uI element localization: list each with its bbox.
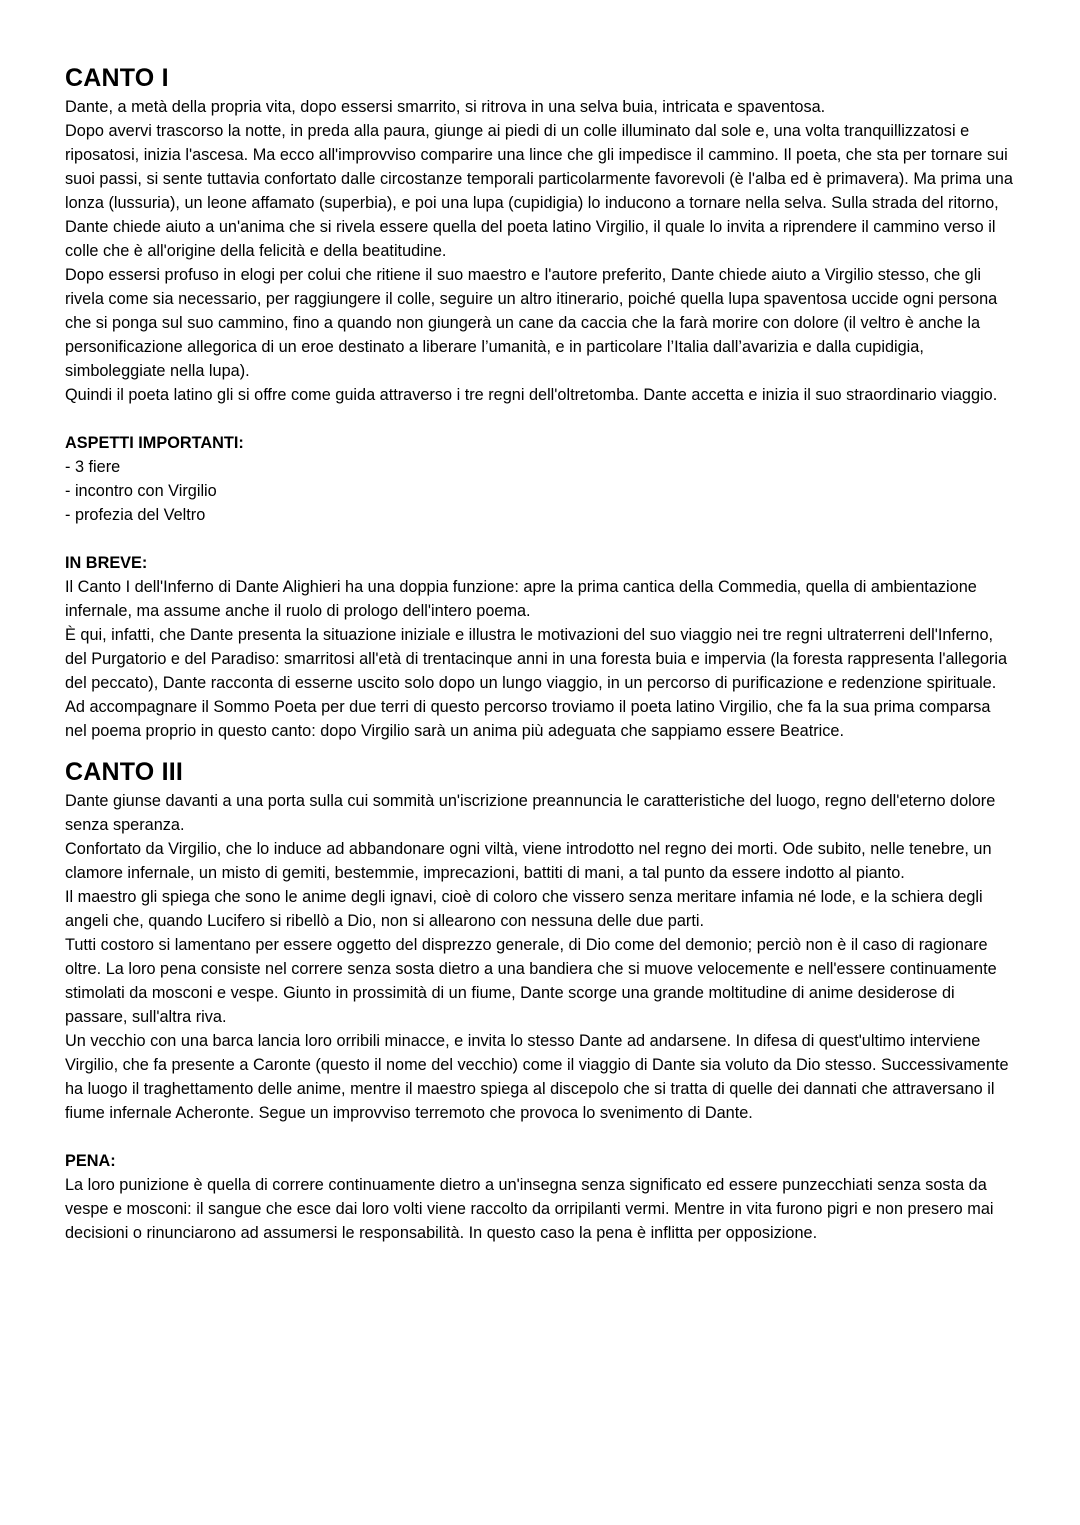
canto-3-paragraph: Confortato da Virgilio, che lo induce ad abbandonare ogni viltà, viene introdotto nel regno dei morti. Ode subito, nelle tenebre, un clamore infernale, un misto di gemiti, bestemmie, imprecazioni, battiti di mani, a tal punto da essere indotto al pianto.: [65, 840, 992, 882]
pena-paragraph: La loro punizione è quella di correre continuamente dietro a un'insegna senza significato ed essere punzecchiati senza sosta da vespe e mosconi: il sangue che esce dai loro volti viene raccolto da orripilanti vermi. Mentre in vita furono pigri e non presero mai decisioni o rinunciarono ad assumersi le responsabilità. In questo caso la pena è inflitta per opposizione.: [65, 1176, 994, 1242]
canto-1-paragraph: Dopo essersi profuso in elogi per colui che ritiene il suo maestro e l'autore preferito, Dante chiede aiuto a Virgilio stesso, che gli rivela come sia necessario, per raggiungere il colle, seguire un altro itinerario, poiché quella lupa spaventosa uccide ogni persona che si ponga sul suo cammino, fino a quando non giungerà un cane da caccia che la farà morire con dolore (il veltro è anche la personificazione allegorica di un eroe destinato a liberare l’umanità, e in particolare l’Italia dall’avarizia e dalla cupidigia, simboleggiate nella lupa).: [65, 266, 998, 380]
spacer: [65, 743, 1015, 756]
canto-3-paragraph: Il maestro gli spiega che sono le anime degli ignavi, cioè di coloro che vissero senza meritare infamia né lode, e la schiera degli angeli che, quando Lucifero si ribellò a Dio, non si allearono con nessuna delle due parti.: [65, 888, 983, 930]
canto-1-paragraph: Dopo avervi trascorso la notte, in preda alla paura, giunge ai piedi di un colle illuminato dal sole e, una volta tranquillizzatosi e riposatosi, inizia l'ascesa. Ma ecco all'improvviso comparire una lince che gli impedisce il cammino. Il poeta, che sta per tornare sui suoi passi, si sente tuttavia confortato dalle circostanze temporali particolarmente favorevoli (è l'alba ed è primavera). Ma prima una lonza (lussuria), un leone affamato (superbia), e poi una lupa (cupidigia) lo inducono a tornare nella selva. Sulla strada del ritorno, Dante chiede aiuto a un'anima che si rivela essere quella del poeta latino Virgilio, il quale lo invita a riprendere il cammino verso il colle che è all'origine della felicità e della beatitudine.: [65, 122, 1013, 260]
spacer: [65, 407, 1015, 431]
canto-3-title: CANTO III: [65, 758, 184, 786]
canto-1-paragraph: Dante, a metà della propria vita, dopo essersi smarrito, si ritrova in una selva buia, intricata e spaventosa.: [65, 98, 826, 116]
canto-1-title: CANTO I: [65, 64, 169, 92]
spacer: [65, 1125, 1015, 1149]
aspects-heading: ASPETTI IMPORTANTI:: [65, 434, 244, 452]
canto-3-section: [65, 756, 1015, 1245]
canto-1-paragraph: Quindi il poeta latino gli si offre come guida attraverso i tre regni dell'oltretomba. Dante accetta e inizia il suo straordinario viaggio.: [65, 386, 998, 404]
aspects-list-item: - profezia del Veltro: [65, 506, 206, 524]
pena-heading: PENA:: [65, 1152, 116, 1170]
brief-paragraph: Il Canto I dell'Inferno di Dante Alighieri ha una doppia funzione: apre la prima cantica della Commedia, quella di ambientazione infernale, ma assume anche il ruolo di prologo dell'intero poema.: [65, 578, 977, 620]
aspects-list-item: - 3 fiere: [65, 458, 121, 476]
brief-paragraph: È qui, infatti, che Dante presenta la situazione iniziale e illustra le motivazioni del suo viaggio nei tre regni ultraterreni dell'Inferno, del Purgatorio e del Paradiso: smarritosi all'età di trentacinque anni in una foresta buia e impervia (la foresta rappresenta l'allegoria del peccato), Dante racconta di esserne uscito solo dopo un lungo viaggio, in un percorso di purificazione e redenzione spirituale. Ad accompagnare il Sommo Poeta per due terri di questo percorso troviamo il poeta latino Virgilio, che fa la sua prima comparsa nel poema proprio in questo canto: dopo Virgilio sarà un anima più adeguata che sappiamo essere Beatrice.: [65, 626, 1008, 740]
canto-3-paragraph: Un vecchio con una barca lancia loro orribili minacce, e invita lo stesso Dante ad andarsene. In difesa di quest'ultimo interviene Virgilio, che fa presente a Caronte (questo il nome del vecchio) come il viaggio di Dante sia voluto da Dio stesso. Successivamente ha luogo il traghettamento delle anime, mentre il maestro spiega al discepolo che si tratta di quelle dei dannati che attraversano il fiume infernale Acheronte. Segue un improvviso terremoto che provoca lo svenimento di Dante.: [65, 1032, 1009, 1122]
spacer: [65, 527, 1015, 551]
canto-1-section: [65, 62, 1015, 743]
brief-heading: IN BREVE:: [65, 554, 148, 572]
canto-3-paragraph: Dante giunse davanti a una porta sulla cui sommità un'iscrizione preannuncia le caratteristiche del luogo, regno dell'eterno dolore senza speranza.: [65, 792, 996, 834]
canto-3-paragraph: Tutti costoro si lamentano per essere oggetto del disprezzo generale, di Dio come del demonio; perciò non è il caso di ragionare oltre. La loro pena consiste nel correre senza sosta dietro a una bandiera che si muove velocemente e nell'essere continuamente stimolati da mosconi e vespe. Giunto in prossimità di un fiume, Dante scorge una grande moltitudine di anime desiderose di passare, sull'altra riva.: [65, 936, 997, 1026]
document-page: [65, 62, 1015, 1245]
aspects-list-item: - incontro con Virgilio: [65, 482, 217, 500]
